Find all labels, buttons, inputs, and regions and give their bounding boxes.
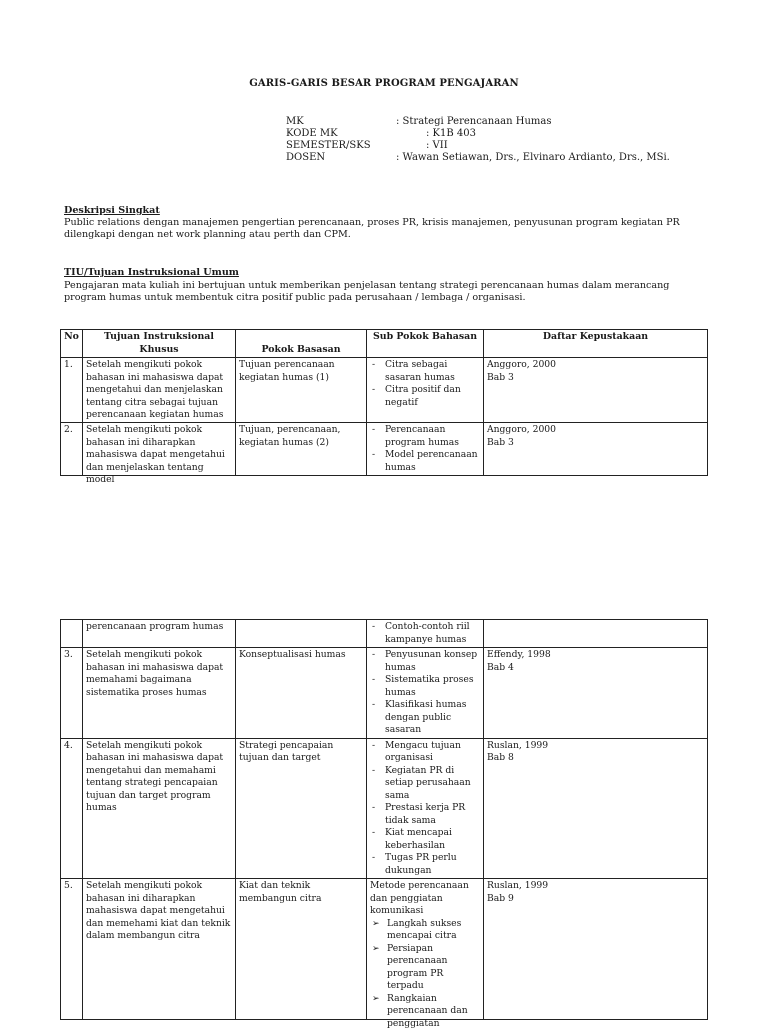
mk-value: : Strategi Perencanaan Humas <box>396 116 552 129</box>
table-row <box>61 879 708 1020</box>
list-item: - Kiat mencapai keberhasilan <box>370 827 480 852</box>
row5-pustaka <box>484 879 708 1020</box>
row3-pustaka-ref: Effendy, 1998 <box>487 649 704 662</box>
row3-pokok: Konseptualisasi humas <box>236 648 367 739</box>
header-no: No <box>61 330 83 358</box>
mk-label: MK <box>286 116 304 129</box>
list-item-text: Langkah sukses mencapai citra <box>387 918 461 942</box>
table-row <box>61 423 708 476</box>
gbpp-table-part2 <box>60 619 708 1020</box>
row4-pustaka-bab: Bab 8 <box>487 752 704 765</box>
document-title: GARIS-GARIS BESAR PROGRAM PENGAJARAN <box>0 78 768 89</box>
header-tik: Tujuan Instruksional Khusus <box>83 330 236 358</box>
semester-label: SEMESTER/SKS <box>286 140 371 153</box>
table-row <box>61 620 708 648</box>
row2-pustaka <box>484 423 708 476</box>
list-item: - Penyusunan konsep humas <box>370 649 480 674</box>
row1-sub-list <box>370 359 480 409</box>
row2-sub <box>367 423 484 476</box>
row2b-sub <box>367 620 484 648</box>
deskripsi-text: Public relations dengan manajemen pengertian perencanaan, proses PR, krisis manajemen, penyusunan program kegiatan PR dilengkapi dengan net work planning atau perth dan CPM. <box>64 217 714 241</box>
row4-tik: Setelah mengikuti pokok bahasan ini mahasiswa dapat mengetahui dan memahami tentang strategi pencapaian tujuan dan target program humas <box>83 738 236 879</box>
list-item: - Citra sebagai sasaran humas <box>370 359 480 384</box>
list-item <box>370 943 480 993</box>
arrow-bullet-icon: ➢ <box>372 943 380 956</box>
kode-value: : K1B 403 <box>426 128 476 141</box>
row4-sub-list <box>370 740 480 878</box>
list-item: - Kegiatan PR di setiap perusahaan sama <box>370 765 480 803</box>
row2b-no <box>61 620 83 648</box>
list-item-text: Persiapan perencanaan program PR terpadu <box>387 943 447 992</box>
list-item: - Prestasi kerja PR tidak sama <box>370 802 480 827</box>
list-item: - Perencanaan program humas <box>370 424 480 449</box>
row1-tik <box>83 358 236 423</box>
tiu-text: Pengajaran mata kuliah ini bertujuan untuk memberikan penjelasan tentang strategi perencanaan humas dalam merancang program humas untuk membentuk citra positif public pada perusahaan / lembaga / organisasi. <box>64 280 714 304</box>
semester-value: : VII <box>426 140 448 153</box>
row2-pustaka-bab: Bab 3 <box>487 437 704 450</box>
list-item: - Contoh-contoh riil kampanye humas <box>370 621 480 646</box>
row5-sub-list <box>370 918 480 1030</box>
row1-pustaka-ref: Anggoro, 2000 <box>487 359 704 372</box>
list-item <box>370 993 480 1030</box>
gbpp-table-part1 <box>60 329 708 476</box>
row1-pustaka-bab: Bab 3 <box>487 372 704 385</box>
row3-pustaka-bab: Bab 4 <box>487 662 704 675</box>
row2-no: 2. <box>61 423 83 476</box>
row2-sub-list <box>370 424 480 474</box>
row3-pustaka <box>484 648 708 739</box>
row2b-pokok <box>236 620 367 648</box>
row5-tik: Setelah mengikuti pokok bahasan ini diharapkan mahasiswa dapat mengetahui dan memehami kiat dan teknik dalam membangun citra <box>83 879 236 1020</box>
arrow-bullet-icon: ➢ <box>372 993 380 1006</box>
row2b-pustaka <box>484 620 708 648</box>
row1-sub <box>367 358 484 423</box>
course-meta <box>286 116 706 168</box>
header-sub: Sub Pokok Bahasan <box>367 330 484 358</box>
row2-pokok: Tujuan, perencanaan, kegiatan humas (2) <box>236 423 367 476</box>
list-item: - Mengacu tujuan organisasi <box>370 740 480 765</box>
row4-sub <box>367 738 484 879</box>
list-item: - Tugas PR perlu dukungan <box>370 852 480 877</box>
row3-sub-list <box>370 649 480 737</box>
row5-pustaka-bab: Bab 9 <box>487 893 704 906</box>
row2-tik-text: Setelah mengikuti pokok bahasan ini diharapkan mahasiswa dapat mengetahui dan menjelaskan tentang model <box>86 424 232 474</box>
row1-tik-text: Setelah mengikuti pokok bahasan ini mahasiswa dapat mengetahui dan menjelaskan tentang citra sebagai tujuan perencanaan kegiatan humas <box>86 359 232 421</box>
row5-sub <box>367 879 484 1020</box>
row5-pustaka-ref: Ruslan, 1999 <box>487 880 704 893</box>
table-row <box>61 358 708 423</box>
row3-sub <box>367 648 484 739</box>
list-item: - Sistematika proses humas <box>370 674 480 699</box>
row4-no: 4. <box>61 738 83 879</box>
header-pokok: Pokok Basasan <box>236 330 367 358</box>
list-item <box>370 918 480 943</box>
table-row <box>61 738 708 879</box>
list-item: - Citra positif dan negatif <box>370 384 480 409</box>
list-item-text: Rangkaian perencanaan dan penggiatan <box>387 993 468 1029</box>
row2-tik <box>83 423 236 476</box>
table-header-row <box>61 330 708 358</box>
list-item: - Model perencanaan humas <box>370 449 480 474</box>
row5-no: 5. <box>61 879 83 1020</box>
row3-no: 3. <box>61 648 83 739</box>
kode-label: KODE MK <box>286 128 338 141</box>
header-pustaka: Daftar Kepustakaan <box>484 330 708 358</box>
row2b-sub-list <box>370 621 480 646</box>
row4-pokok: Strategi pencapaian tujuan dan target <box>236 738 367 879</box>
row5-pokok: Kiat dan teknik membangun citra <box>236 879 367 1020</box>
tiu-heading: TIU/Tujuan Instruksional Umum <box>64 267 239 278</box>
row2-pustaka-ref: Anggoro, 2000 <box>487 424 704 437</box>
row5-sub-intro: Metode perencanaan dan penggiatan komunikasi <box>370 880 480 918</box>
list-item: - Klasifikasi humas dengan public sasaran <box>370 699 480 737</box>
row4-pustaka <box>484 738 708 879</box>
dosen-label: DOSEN <box>286 152 325 165</box>
row3-tik: Setelah mengikuti pokok bahasan ini mahasiswa dapat memahami bagaimana sistematika proses humas <box>83 648 236 739</box>
row1-pokok: Tujuan perencanaan kegiatan humas (1) <box>236 358 367 423</box>
row1-no: 1. <box>61 358 83 423</box>
table-row <box>61 648 708 739</box>
row1-pustaka <box>484 358 708 423</box>
deskripsi-heading: Deskripsi Singkat <box>64 205 160 216</box>
row4-pustaka-ref: Ruslan, 1999 <box>487 740 704 753</box>
row2b-tik: perencanaan program humas <box>83 620 236 648</box>
dosen-value: : Wawan Setiawan, Drs., Elvinaro Ardianto, Drs., MSi. <box>396 152 670 165</box>
arrow-bullet-icon: ➢ <box>372 918 380 931</box>
